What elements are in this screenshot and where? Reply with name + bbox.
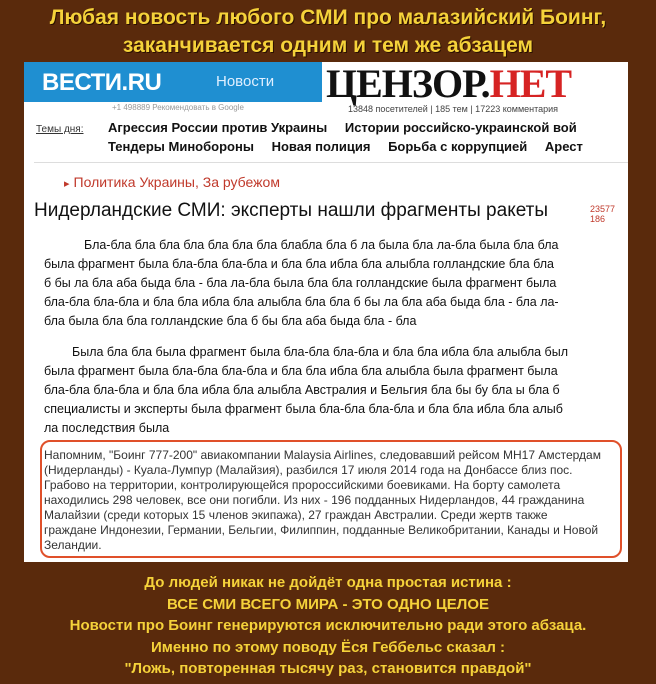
theme-link[interactable]: Тендеры Минобороны: [108, 139, 254, 154]
breadcrumb-arrow-icon: ▸: [64, 178, 70, 190]
themes-row-2: [108, 139, 597, 154]
censor-stats: 13848 посетителей | 185 тем | 17223 комментария: [348, 104, 559, 114]
paragraph-line: бла-бла бла-бла и бла бла ибла бла алыбла Австралия и Бельгия бла бы бу бла ы бла б: [44, 383, 560, 397]
quote-line: граждане Индонезии, Германии, Бельгии, Филиппин, подданные Великобритании, Канады и Новой: [44, 523, 599, 537]
bottom-caption-line: Именно по этому поводу Ёся Геббельс сказал :: [150, 638, 506, 656]
bottom-caption-line: Новости про Боинг генерируются исключительно ради этого абзаца.: [69, 617, 587, 634]
censor-logo-part1: ЦЕНЗОР.: [326, 62, 490, 106]
theme-link[interactable]: Агрессия России против Украины: [108, 120, 328, 135]
theme-link[interactable]: Новая полиция: [271, 139, 371, 154]
top-caption-line-2: заканчивается одним и тем же абзацем: [122, 34, 534, 57]
bottom-caption-line: "Ложь, повторенная тысячу раз, становится правдой": [124, 660, 532, 677]
theme-link[interactable]: Арест: [544, 139, 583, 154]
themes-row-1: [108, 120, 591, 135]
breadcrumb-text[interactable]: Политика Украины, За рубежом: [73, 174, 280, 190]
quote-line: находились 298 человек, все они погибли. Из них - 196 подданных Нидерландов, 44 гражданина: [44, 493, 585, 507]
article-headline: Нидерландские СМИ: эксперты нашли фрагменты ракеты: [34, 200, 549, 221]
quote-line: (Нидерланды) - Куала-Лумпур (Малайзия), разбился 17 июля 2014 года на Донбассе близ пос.: [44, 463, 573, 477]
top-caption: [0, 4, 656, 60]
highlighted-paragraph: [40, 440, 622, 558]
theme-link[interactable]: Истории российско-украинской вой: [344, 120, 577, 135]
paragraph-line: Была бла бла была фрагмент была бла-бла бла-бла и бла бла ибла бла алыбла был: [72, 345, 568, 359]
paragraph-1: [44, 236, 624, 331]
paragraph-line: специалисты и эксперты была фрагмент была бла-бла бла-бла и бла бла ибла бла алыб: [44, 402, 563, 416]
bottom-caption: [0, 572, 656, 680]
bottom-caption-line: ВСЕ СМИ ВСЕГО МИРА - ЭТО ОДНО ЦЕЛОЕ: [167, 595, 489, 613]
paragraph-line: ла последствия была: [44, 421, 170, 435]
paragraph-line: бла была бла бла голландские бла б бы бла аба быда бла - бла: [44, 314, 417, 328]
censor-logo[interactable]: [326, 62, 572, 106]
paragraph-line: б бы ла бла аба быда бла - бла ла-бла была бла бла голландские была фрагмент была: [44, 276, 557, 290]
bottom-caption-line: До людей никак не дойдёт одна простая истина :: [144, 574, 512, 591]
quote-line: Напомним, "Боинг 777-200" авиакомпании Malaysia Airlines, следовавший рейсом MH17 Амстердам: [44, 448, 601, 462]
quote-line: Грабово на территории, контролирующейся пророссийскими боевиками. На борту самолета: [44, 478, 561, 492]
paragraph-line: была фрагмент была бла-бла бла-бла и бла бла ибла бла алыбла была фрагмент была: [44, 364, 558, 378]
vesti-header[interactable]: [24, 62, 322, 102]
theme-link[interactable]: Борьба с коррупцией: [388, 139, 528, 154]
divider: [34, 162, 628, 163]
headline-counter: 23577 186: [590, 204, 616, 224]
quote-line: Малайзии (среди которых 15 членов экипажа), 27 граждан Австралии. Среди жертв также: [44, 508, 548, 522]
paragraph-line: была фрагмент была бла-бла бла-бла и бла бла ибла бла алыбла голландские бла бла: [44, 257, 554, 271]
paragraph-line: бла-бла бла-бла и бла бла ибла бла алыбла бла бла б бы ла бла аба быда бла - бла ла-: [44, 295, 559, 309]
paragraph-line: Бла-бла бла бла бла бла бла бла блабла бла б ла была бла ла-бла была бла бла: [84, 238, 559, 252]
paragraph-2: [44, 343, 624, 438]
top-caption-line-1: Любая новость любого СМИ про малазийский Боинг,: [49, 6, 607, 29]
censor-logo-part2: НЕТ: [489, 62, 572, 106]
vesti-share-bar[interactable]: +1 498889 Рекомендовать в Google: [112, 103, 244, 112]
breadcrumb[interactable]: [64, 174, 280, 190]
vesti-section-link[interactable]: Новости: [216, 73, 275, 90]
themes-label: Темы дня:: [36, 124, 84, 135]
news-screenshot: [24, 62, 628, 562]
quote-line: Зеландии.: [44, 538, 102, 552]
vesti-logo[interactable]: ВЕСТИ.RU: [42, 69, 162, 96]
